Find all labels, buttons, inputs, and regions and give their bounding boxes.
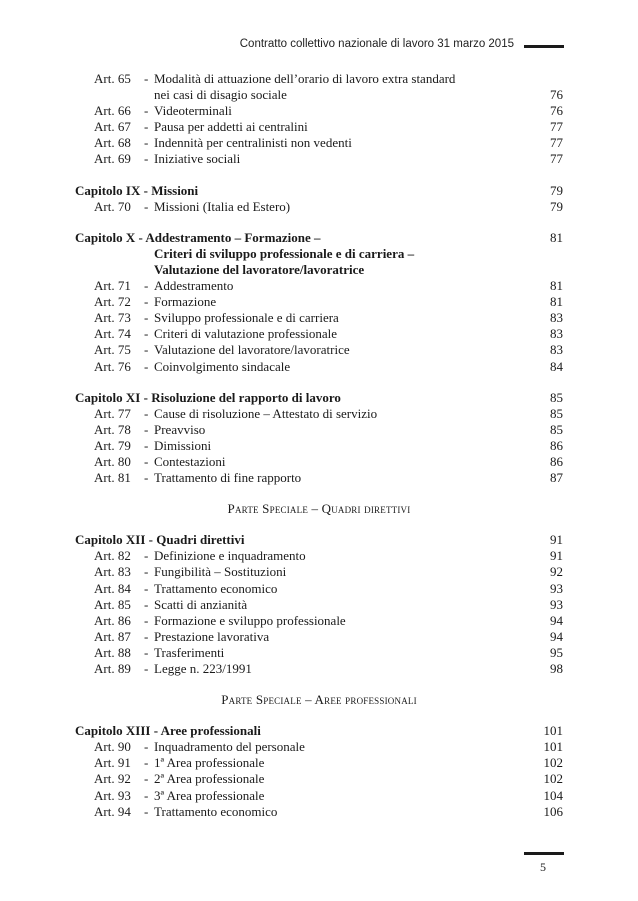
article-title: 1ª Area professionale [154, 755, 265, 771]
separator-dash: - [144, 310, 149, 326]
toc-article [75, 119, 563, 135]
article-title: Videoterminali [154, 103, 232, 119]
toc-article [75, 438, 563, 454]
article-title: Fungibilità – Sostituzioni [154, 564, 287, 580]
toc-chapter-continuation [75, 246, 563, 262]
separator-dash: - [144, 151, 149, 167]
page-ref: 91 [550, 532, 563, 548]
toc-article [75, 294, 563, 310]
article-number: Art. 81 [94, 470, 131, 486]
article-number: Art. 94 [94, 803, 131, 819]
page-ref: 81 [550, 294, 563, 310]
page-ref: 95 [550, 644, 563, 660]
article-number: Art. 88 [94, 644, 131, 660]
article-number: Art. 65 [94, 71, 131, 86]
toc-chapter [75, 723, 563, 739]
section-heading: Parte Speciale – Aree professionali [221, 692, 417, 708]
toc-article [75, 71, 563, 87]
toc-article [75, 581, 563, 597]
article-number: Art. 84 [94, 580, 131, 596]
separator-dash: - [144, 596, 149, 612]
toc-article [75, 629, 563, 645]
page-ref: 102 [543, 755, 563, 771]
article-title: Preavviso [154, 421, 206, 437]
page-ref: 104 [543, 787, 563, 803]
page-ref: 106 [543, 803, 563, 819]
separator-dash: - [144, 661, 149, 676]
page-ref: 98 [550, 661, 563, 676]
separator-dash: - [144, 278, 149, 294]
separator-dash: - [144, 628, 149, 644]
separator-dash: - [144, 564, 149, 580]
article-number: Art. 66 [94, 103, 131, 119]
article-number: Art. 69 [94, 151, 131, 167]
toc-article [75, 548, 563, 564]
table-of-contents [75, 71, 563, 820]
article-title: Contestazioni [154, 453, 226, 469]
page-ref: 86 [550, 453, 563, 469]
separator-dash: - [144, 548, 149, 564]
article-title: Addestramento [154, 278, 234, 294]
article-title: Indennità per centralinisti non vedenti [154, 135, 352, 151]
article-title: Scatti di anzianità [154, 596, 248, 612]
article-number: Art. 73 [94, 310, 131, 326]
article-title: Criteri di valutazione professionale [154, 326, 338, 342]
page-ref: 92 [550, 564, 563, 580]
toc-chapter [75, 532, 563, 548]
article-number: Art. 78 [94, 421, 131, 437]
spacer [75, 677, 563, 692]
separator-dash: - [144, 326, 149, 342]
chapter-title: Criteri di sviluppo professionale e di carriera – [154, 245, 415, 261]
separator-dash: - [144, 470, 149, 486]
toc-chapter-continuation [75, 262, 563, 278]
toc-article [75, 342, 563, 358]
spacer [75, 375, 563, 390]
page-ref: 85 [550, 421, 563, 437]
separator-dash: - [144, 453, 149, 469]
article-number: Art. 68 [94, 135, 131, 151]
page-ref: 93 [550, 596, 563, 612]
separator-dash: - [144, 294, 149, 310]
page-ref: 91 [550, 548, 563, 564]
article-number: Art. 87 [94, 628, 131, 644]
toc-article [75, 613, 563, 629]
separator-dash: - [144, 580, 149, 596]
toc-article [75, 645, 563, 661]
chapter-title: Valutazione del lavoratore/lavoratrice [154, 261, 365, 277]
page-ref: 94 [550, 612, 563, 628]
toc-article [75, 151, 563, 167]
chapter-title: Capitolo X - Addestramento – Formazione – [75, 229, 321, 245]
separator-dash: - [144, 644, 149, 660]
toc-article [75, 661, 563, 677]
chapter-title: Capitolo IX - Missioni [75, 182, 199, 198]
toc-article [75, 135, 563, 151]
article-title: Definizione e inquadramento [154, 548, 306, 564]
page-ref: 85 [550, 405, 563, 421]
toc-article [75, 406, 563, 422]
article-number: Art. 86 [94, 612, 131, 628]
page-ref: 76 [550, 103, 563, 119]
page-number: 5 [540, 860, 546, 874]
separator-dash: - [144, 135, 149, 151]
article-title: Trattamento economico [154, 580, 278, 596]
header-title: Contratto collettivo nazionale di lavoro 31 marzo 2015 [239, 38, 514, 50]
page-ref: 86 [550, 437, 563, 453]
toc-article [75, 103, 563, 119]
toc-article [75, 199, 563, 215]
article-title: Iniziative sociali [154, 151, 241, 167]
article-number: Art. 92 [94, 771, 131, 787]
page-ref: 83 [550, 342, 563, 358]
article-title: Pausa per addetti ai centralini [154, 119, 308, 135]
separator-dash: - [144, 421, 149, 437]
article-title: Legge n. 223/1991 [154, 661, 252, 676]
toc-article-continuation [75, 87, 563, 103]
toc-chapter [75, 230, 563, 246]
article-title: Formazione [154, 294, 217, 310]
toc-article [75, 564, 563, 580]
article-number: Art. 74 [94, 326, 131, 342]
article-number: Art. 93 [94, 787, 131, 803]
chapter-title: Capitolo XIII - Aree professionali [75, 723, 261, 739]
page-ref: 101 [543, 739, 563, 755]
spacer [75, 486, 563, 501]
toc-article [75, 278, 563, 294]
page-ref: 101 [543, 723, 563, 739]
toc-article [75, 788, 563, 804]
spacer [75, 517, 563, 532]
separator-dash: - [144, 437, 149, 453]
article-title: Prestazione lavorativa [154, 628, 270, 644]
toc-article [75, 804, 563, 820]
article-title: Modalità di attuazione dell’orario di lavoro extra standard [154, 71, 456, 86]
article-number: Art. 90 [94, 739, 131, 755]
article-title: Coinvolgimento sindacale [154, 358, 291, 374]
article-number: Art. 76 [94, 358, 131, 374]
article-number: Art. 75 [94, 342, 131, 358]
page-ref: 79 [550, 182, 563, 198]
separator-dash: - [144, 342, 149, 358]
page-ref: 94 [550, 628, 563, 644]
separator-dash: - [144, 803, 149, 819]
separator-dash: - [144, 787, 149, 803]
page-ref: 84 [550, 358, 563, 374]
article-number: Art. 83 [94, 564, 131, 580]
section-heading: Parte Speciale – Quadri direttivi [227, 501, 411, 517]
separator-dash: - [144, 198, 149, 214]
article-number: Art. 91 [94, 755, 131, 771]
article-title: 2ª Area professionale [154, 771, 265, 787]
separator-dash: - [144, 755, 149, 771]
toc-article [75, 359, 563, 375]
article-number: Art. 67 [94, 119, 131, 135]
article-title: Cause di risoluzione – Attestato di servizio [154, 405, 378, 421]
toc-chapter [75, 390, 563, 406]
page-ref: 102 [543, 771, 563, 787]
toc-article [75, 739, 563, 755]
page-ref: 83 [550, 310, 563, 326]
article-number: Art. 72 [94, 294, 131, 310]
spacer [75, 708, 563, 723]
page-ref: 76 [550, 87, 563, 103]
toc-article [75, 454, 563, 470]
toc-article [75, 470, 563, 486]
separator-dash: - [144, 71, 149, 86]
page-ref: 77 [550, 135, 563, 151]
separator-dash: - [144, 119, 149, 135]
page-ref: 85 [550, 389, 563, 405]
page-ref: 81 [550, 229, 563, 245]
article-number: Art. 89 [94, 661, 131, 676]
article-number: Art. 80 [94, 453, 131, 469]
toc-article [75, 310, 563, 326]
article-title: Valutazione del lavoratore/lavoratrice [154, 342, 350, 358]
article-number: Art. 82 [94, 548, 131, 564]
spacer [75, 215, 563, 230]
chapter-title: Capitolo XII - Quadri direttivi [75, 532, 245, 548]
separator-dash: - [144, 103, 149, 119]
toc-article [75, 422, 563, 438]
article-title: Inquadramento del personale [154, 739, 305, 755]
toc-article [75, 597, 563, 613]
article-number: Art. 70 [94, 198, 131, 214]
article-title: Formazione e sviluppo professionale [154, 612, 346, 628]
article-title: 3ª Area professionale [154, 787, 265, 803]
toc-article [75, 326, 563, 342]
running-header [0, 38, 638, 54]
chapter-title: Capitolo XI - Risoluzione del rapporto di lavoro [75, 389, 341, 405]
separator-dash: - [144, 612, 149, 628]
toc-chapter [75, 183, 563, 199]
page-ref: 77 [550, 119, 563, 135]
toc-article [75, 755, 563, 771]
article-number: Art. 77 [94, 405, 131, 421]
separator-dash: - [144, 405, 149, 421]
article-number: Art. 79 [94, 437, 131, 453]
page-ref: 93 [550, 580, 563, 596]
spacer [75, 168, 563, 183]
article-number: Art. 85 [94, 596, 131, 612]
article-title: Trasferimenti [154, 644, 225, 660]
article-number: Art. 71 [94, 278, 131, 294]
page-ref: 87 [550, 470, 563, 486]
page-ref: 83 [550, 326, 563, 342]
article-title: nei casi di disagio sociale [154, 87, 287, 103]
article-title: Trattamento di fine rapporto [154, 470, 302, 486]
article-title: Trattamento economico [154, 803, 278, 819]
article-title: Sviluppo professionale e di carriera [154, 310, 339, 326]
toc-article [75, 771, 563, 787]
page-ref: 81 [550, 278, 563, 294]
separator-dash: - [144, 771, 149, 787]
separator-dash: - [144, 358, 149, 374]
article-title: Dimissioni [154, 437, 212, 453]
page-ref: 77 [550, 151, 563, 167]
header-rule [524, 45, 564, 48]
footer-rule [524, 852, 564, 855]
page-ref: 79 [550, 198, 563, 214]
article-title: Missioni (Italia ed Estero) [154, 198, 291, 214]
separator-dash: - [144, 739, 149, 755]
